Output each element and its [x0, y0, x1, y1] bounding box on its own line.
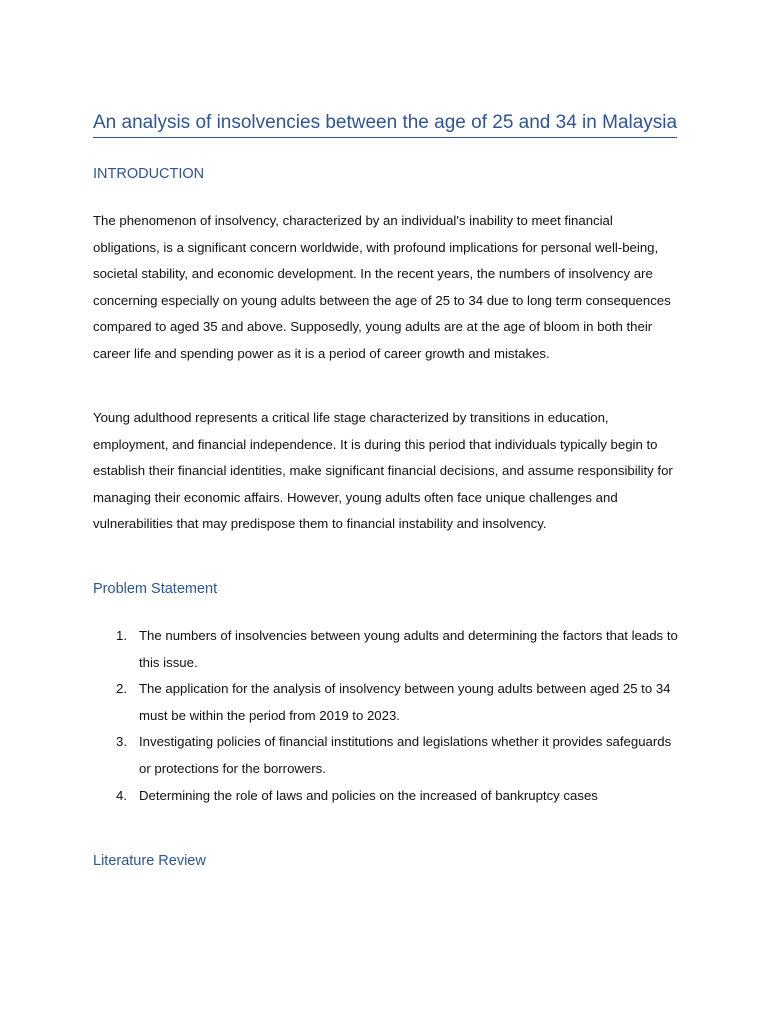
- list-item: [93, 729, 683, 782]
- list-item-number: 2.: [116, 681, 127, 697]
- list-item-number: 4.: [116, 787, 127, 803]
- introduction-paragraph-2: Young adulthood represents a critical life stage characterized by transitions in education, employment, and financial independence. It is during this period that individuals typically begin to establish their financial identities, make significant financial decisions, and assume responsibility for managing their economic affairs. However, young adults often face unique challenges and vulnerabilities that may predispose them to financial instability and insolvency.: [93, 410, 673, 532]
- list-item-text: The application for the analysis of insolvency between young adults between aged 25 to 34 must be within the period from 2019 to 2023.: [139, 681, 671, 723]
- list-item: [93, 783, 683, 810]
- introduction-heading: INTRODUCTION: [93, 166, 205, 182]
- document-title: An analysis of insolvencies between the age of 25 and 34 in Malaysia: [93, 110, 677, 138]
- problem-statement-list: [93, 623, 683, 809]
- list-item-text: Investigating policies of financial institutions and legislations whether it provides safeguards or protections for the borrowers.: [139, 734, 672, 776]
- list-item-number: 1.: [116, 628, 127, 643]
- literature-review-heading: Literature Review: [93, 853, 206, 869]
- list-item: [93, 676, 683, 729]
- list-item-number: 3.: [116, 734, 127, 750]
- list-item: [93, 623, 683, 676]
- list-item-text: Determining the role of laws and policies on the increased of bankruptcy cases: [139, 787, 598, 803]
- problem-statement-heading: Problem Statement: [93, 581, 218, 597]
- introduction-paragraph-1: The phenomenon of insolvency, characterized by an individual's inability to meet financial obligations, is a significant concern worldwide, with profound implications for personal well-being, societal stability, and economic development. In the recent years, the numbers of insolvency are concerning especially on young adults between the age of 25 to 34 due to long term consequences compared to aged 35 and above. Supposedly, young adults are at the age of bloom in both their career life and spending power as it is a period of career growth and mistakes.: [93, 213, 671, 361]
- list-item-text: The numbers of insolvencies between young adults and determining the factors that leads to this issue.: [139, 628, 678, 670]
